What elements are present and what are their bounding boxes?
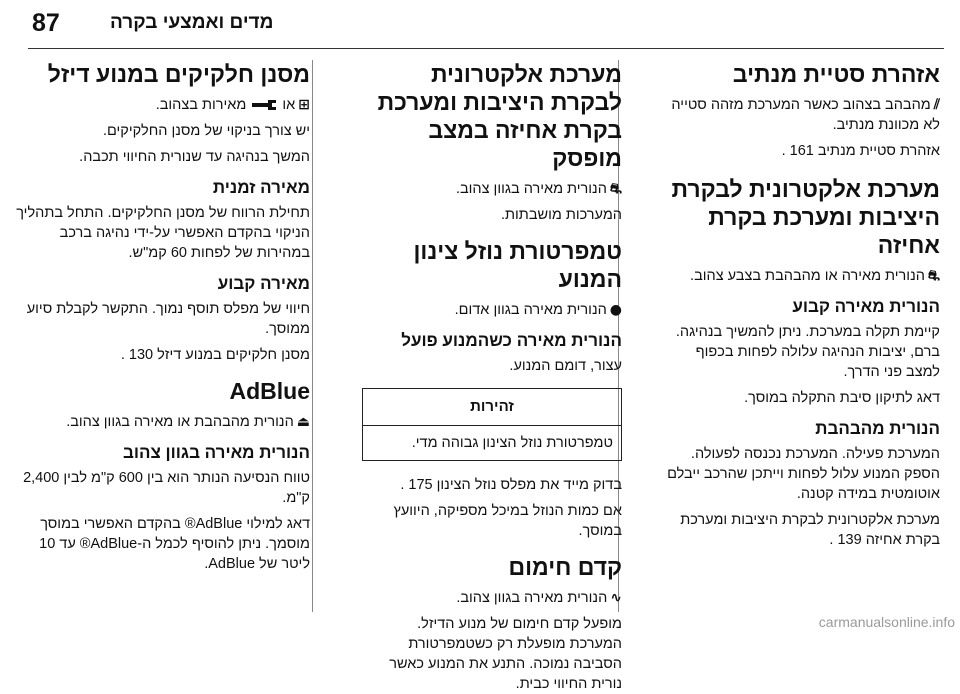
- caution-box: [362, 388, 622, 461]
- esc-steady-service: דאג לתיקון סיבת התקלה במוסך.: [744, 390, 940, 406]
- watermark: carmanualsonline.info: [818, 614, 955, 630]
- column-left: [12, 60, 310, 634]
- adblue-range-text: טווח הנסיעה הנותר הוא בין 600 ק"מ לבין 2,400 ק"מ.: [23, 470, 310, 506]
- caution-title: זהירות: [363, 389, 621, 426]
- page-number: 87: [32, 9, 60, 37]
- adblue-text: ⏏הנורית מהבהבת או מאירה בגוון צהוב.: [66, 414, 310, 430]
- lane-departure-ref: אזהרת סטיית מנתיב 161 .: [781, 143, 940, 159]
- esc-off-status: המערכות מושבתות.: [500, 207, 622, 223]
- preheat-text: ∿הנורית מאירה בגוון צהוב.: [456, 590, 622, 606]
- adblue-title: AdBlue: [229, 378, 310, 404]
- coolant-check-text: בדוק מייד את מפלס נוזל הצינון 175 .: [400, 477, 622, 493]
- lane-departure-text: ⫽מהבהב בצהוב כאשר המערכת מזהה סטייה לא מכוונת מנתיב.: [671, 97, 940, 133]
- esc-text: ⛐הנורית מאירה או מהבהבת בצבע צהוב.: [690, 268, 940, 284]
- lane-departure-title: אזהרת סטיית מנתיב: [732, 61, 940, 87]
- caution-text: טמפרטורת נוזל הצינון גבוהה מדי.: [411, 435, 613, 451]
- coolant-heading: הנורית מאירה כשהמנוע פועל: [401, 331, 622, 350]
- dpf-text: ⊞או מאירות בצהוב.: [155, 97, 310, 113]
- wrench-icon: [252, 100, 276, 110]
- esc-skid-icon: ⛐: [927, 268, 940, 284]
- esc-off-icon: ⛐: [609, 181, 622, 197]
- dpf-continue-text: המשך בנהיגה עד שנורית החיווי תכבה.: [79, 149, 310, 165]
- dpf-temp-heading: מאירה זמנית: [212, 178, 310, 197]
- dpf-temp-text: תחילת הרווח של מסנן החלקיקים. התחל בתהליך הניקוי בהקדם האפשרי על-ידי נהיגה ברכב במהירות של לפחות 60 קמ"ש.: [16, 205, 310, 261]
- dpf-title: מסנן חלקיקים במנוע דיזל: [47, 61, 310, 87]
- coolant-dot-icon: ●: [609, 302, 622, 318]
- page-header: [0, 0, 960, 50]
- preheat-desc: מופעל קדם חימום של מנוע הדיזל. המערכת מופעלת רק כשטמפרטורת הסביבה נמוכה. התנע את המנוע כאשר נורית החיווי כבית.: [389, 616, 622, 692]
- dpf-steady-heading: מאירה קבוע: [217, 274, 310, 293]
- coolant-text: ●הנורית מאירה בגוון אדום.: [454, 302, 622, 318]
- dpf-clean-text: יש צורך בניקוי של מסנן החלקיקים.: [102, 123, 310, 139]
- esc-off-title: מערכת אלקטרונית לבקרת היציבות ומערכת בקרת אחיזה במצב מופסק: [377, 61, 622, 171]
- esc-flash-text: המערכת פעילה. המערכת נכנסה לפעולה. הספק המנוע עלול לפחות וייתכן שהרכב ייבלם אוטומטית במידה קטנה.: [667, 446, 940, 502]
- esc-steady-heading: הנורית מאירה קבוע: [792, 297, 940, 316]
- coolant-title: טמפרטורת נוזל צינון המנוע: [413, 238, 622, 292]
- coolant-stop-text: עצור, דומם המנוע.: [509, 358, 622, 374]
- lane-departure-icon: ⫽: [933, 97, 940, 113]
- esc-title: מערכת אלקטרונית לבקרת היציבות ומערכת בקרת אחיזה: [671, 176, 940, 258]
- column-middle: [362, 60, 622, 692]
- preheat-title: קדם חימום: [508, 554, 622, 580]
- adblue-heading: הנורית מאירה בגוון צהוב: [122, 443, 310, 462]
- adblue-icon: ⏏: [296, 414, 310, 430]
- dpf-ref: מסנן חלקיקים במנוע דיזל 130 .: [120, 347, 310, 363]
- adblue-refill-text: דאג למילוי AdBlue® בהקדם האפשרי במוסך מוסמך. ניתן להוסיף לכמל ה-AdBlue® עד 10 ליטר של AdBlue.: [39, 516, 310, 572]
- coolant-service-text: אם כמות הנוזל במיכל מספיקה, היוועץ במוסך.: [393, 503, 622, 539]
- column-right: [660, 60, 940, 634]
- esc-flash-ref: מערכת אלקטרונית לבקרת היציבות ומערכת בקרת אחיזה 139 .: [680, 512, 940, 548]
- particle-filter-icon: ⊞: [298, 97, 310, 113]
- esc-flash-heading: הנורית מהבהבת: [815, 419, 940, 438]
- column-divider-left: [312, 60, 313, 612]
- esc-steady-text: קיימת תקלה במערכת. ניתן להמשיך בנהיגה. ברם, יציבות הנהיגה עלולה לפחות בכפוף למצב פני הדרך.: [675, 324, 940, 380]
- header-rule: [28, 48, 944, 49]
- dpf-steady-text: חיווי של מפלס תוסף נמוך. התקשר לקבלת סיוע ממוסך.: [26, 301, 310, 337]
- header-title: מדים ואמצעי בקרה: [110, 12, 274, 33]
- glow-plug-icon: ∿: [610, 590, 622, 606]
- esc-off-text: ⛐הנורית מאירה בגוון צהוב.: [455, 181, 622, 197]
